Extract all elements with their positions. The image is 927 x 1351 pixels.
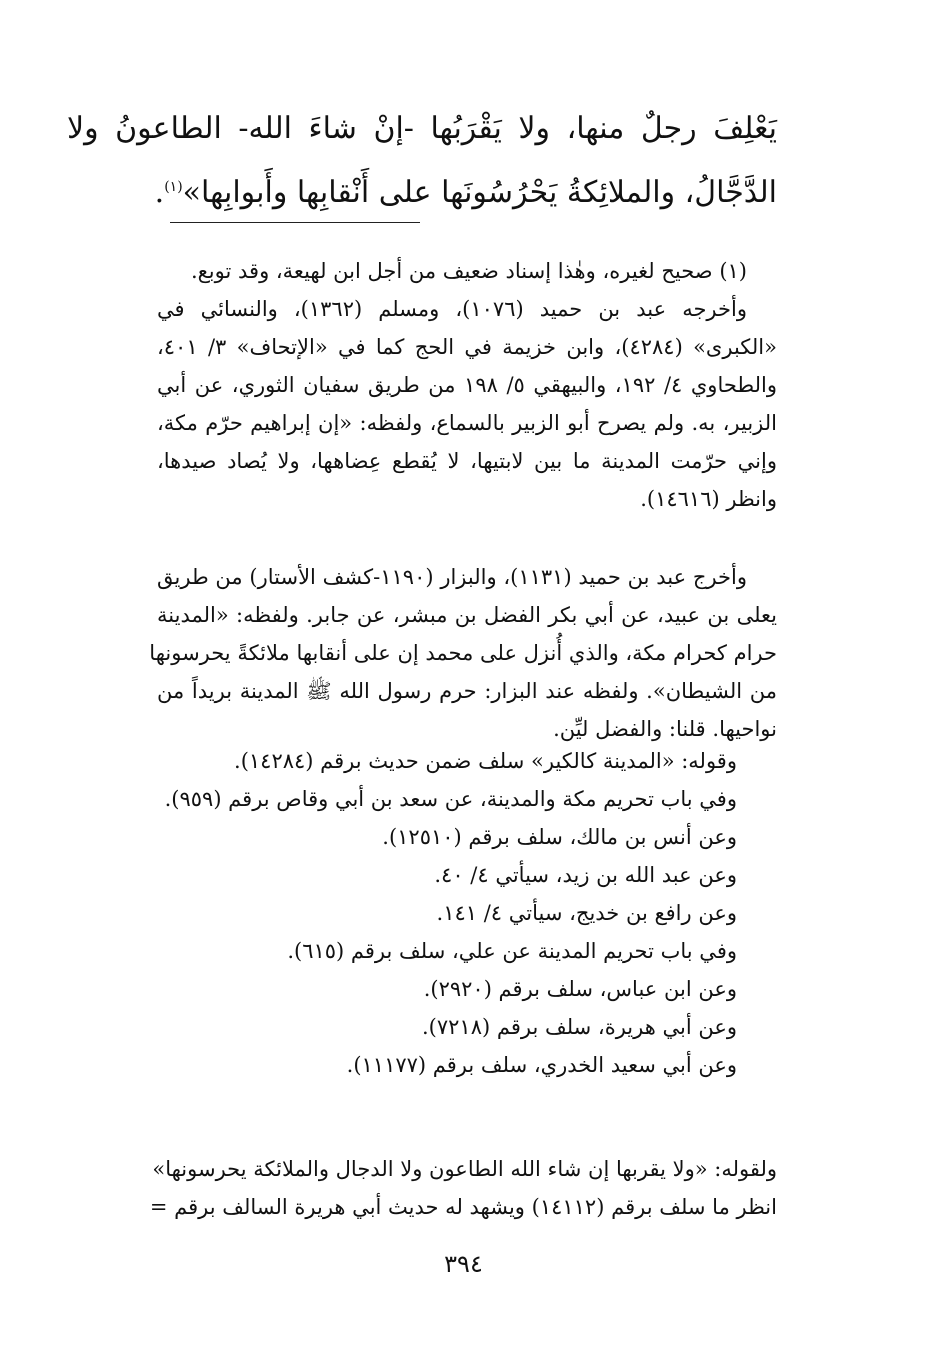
footnote-line: (١) صحيح لغيره، وهٰذا إسناد ضعيف من أجل ابن لهيعة، وقد توبع. — [190, 259, 747, 283]
main-line: يَعْلِفَ رجلٌ منها، ولا يَقْرَبُها -إنْ شاءَ الله- الطاعونُ ولا — [67, 111, 777, 146]
footnote-block — [157, 252, 777, 518]
footnote-block — [157, 742, 777, 1084]
footnote-separator — [170, 222, 420, 223]
footnote-block — [149, 1150, 777, 1226]
footnote-line: وعن أبي هريرة، سلف برقم (٧٢١٨). — [421, 1015, 737, 1039]
footnote-line: يعلى بن عبيد، عن أبي بكر الفضل بن مبشر، عن جابر. ولفظه: «المدينة — [157, 603, 777, 627]
footnote-line: وأخرج عبد بن حميد (١١٣١)، والبزار (١١٩٠-كشف الأستار) من طريق — [157, 565, 747, 589]
footnote-line: وأخرجه عبد بن حميد (١٠٧٦)، ومسلم (١٣٦٢)، والنسائي في — [157, 297, 747, 321]
footnote-line: وعن عبد الله بن زيد، سيأتي ٤/ ٤٠. — [434, 863, 737, 887]
main-text — [67, 100, 777, 222]
footnote-line: وإني حرّمت المدينة ما بين لابتيها، لا يُقطع عِضاهها، ولا يُصاد صيدها، — [157, 449, 777, 473]
footnote-line: وقوله: «المدينة كالكير» سلف ضمن حديث برقم (١٤٢٨٤). — [234, 749, 737, 773]
footnote-line: انظر ما سلف برقم (١٤١١٢) ويشهد له حديث أبي هريرة السالف برقم = — [149, 1195, 777, 1219]
footnote-line: والطحاوي ٤/ ١٩٢، والبيهقي ٥/ ١٩٨ من طريق سفيان الثوري، عن أبي — [157, 373, 777, 397]
footnote-block — [149, 558, 777, 748]
main-line-text: الدَّجَّالُ، والملائِكةُ يَحْرُسُونَها على أَنْقابِها وأَبوابِها» — [182, 175, 777, 210]
page-number: ٣٩٤ — [444, 1250, 483, 1278]
footnote-line: وعن رافع بن خديج، سيأتي ٤/ ١٤١. — [436, 901, 737, 925]
footnote-marker: (١) — [164, 179, 183, 195]
footnote-line: وعن أبي سعيد الخدري، سلف برقم (١١١٧٧). — [346, 1053, 737, 1077]
footnote-line: نواحيها. قلنا: والفضل ليِّن. — [553, 717, 777, 741]
footnote-line: وعن أنس بن مالك، سلف برقم (١٢٥١٠). — [382, 825, 737, 849]
footnote-line: «الكبرى» (٤٢٨٤)، وابن خزيمة في الحج كما في «الإتحاف» ٣/ ٤٠١، — [157, 335, 777, 359]
footnote-line: وانظر (١٤٦١٦). — [640, 487, 777, 511]
footnote-line: وعن ابن عباس، سلف برقم (٢٩٢٠). — [423, 977, 737, 1001]
footnote-line: وفي باب تحريم مكة والمدينة، عن سعد بن أبي وقاص برقم (٩٥٩). — [164, 787, 737, 811]
main-line-period: . — [154, 175, 165, 210]
footnote-line: الزبير، به. ولم يصرح أبو الزبير بالسماع، ولفظه: «إن إبراهيم حرّم مكة، — [157, 411, 777, 435]
main-line — [67, 158, 777, 222]
footnote-line: وفي باب تحريم المدينة عن علي، سلف برقم (٦١٥). — [287, 939, 737, 963]
footnote-line: ولقوله: «ولا يقربها إن شاء الله الطاعون ولا الدجال والملائكة يحرسونها» — [152, 1157, 777, 1181]
footnote-line: حرام كحرام مكة، والذي أُنزل على محمد إن على أنقابها ملائكةً يحرسونها — [149, 641, 777, 665]
footnote-line: من الشيطان». ولفظه عند البزار: حرم رسول الله ﷺ المدينة بريداً من — [157, 679, 777, 703]
